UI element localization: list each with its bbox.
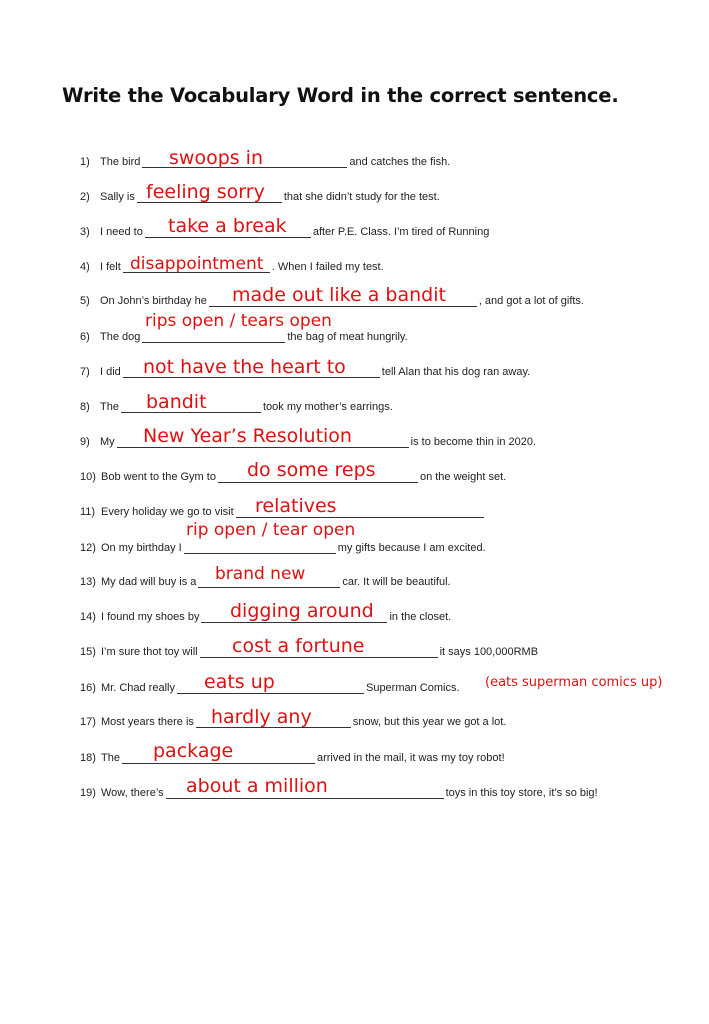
sentence-after: tell Alan that his dog ran away. [381, 366, 531, 378]
sentence-after: . When I failed my test. [271, 261, 384, 273]
sentence-after: on the weight set. [419, 471, 507, 483]
answer-blank[interactable] [142, 329, 285, 343]
handwritten-answer-11: relatives [255, 495, 337, 517]
sentence-after: the bag of meat hungrily. [287, 331, 408, 343]
handwritten-answer-1: swoops in [169, 147, 264, 169]
sentence-after: Superman Comics. [365, 682, 460, 694]
sentence-after: toys in this toy store, it’s so big! [445, 787, 598, 799]
item-number: 6) [80, 331, 90, 343]
handwritten-answer-14: digging around [230, 600, 374, 622]
handwritten-answer-4: disappointment [130, 254, 264, 274]
sentence-after: car. It will be beautiful. [342, 576, 451, 588]
sentence-after: my gifts because I am excited. [337, 542, 486, 554]
handwritten-answer-18: package [153, 740, 234, 762]
sentence-before: Every holiday we go to visit [101, 506, 234, 518]
handwritten-note-16: (eats superman comics up) [485, 675, 663, 690]
sentence-before: I found my shoes by [101, 611, 200, 623]
worksheet-title: Write the Vocabulary Word in the correct sentence. [62, 84, 619, 107]
item-number: 10) [80, 471, 96, 483]
sentence-before: Sally is [100, 191, 135, 203]
sentence-before: The [101, 752, 120, 764]
item-number: 18) [80, 752, 96, 764]
handwritten-answer-19: about a million [186, 775, 328, 797]
handwritten-answer-2: feeling sorry [146, 181, 265, 203]
sentence-before: Wow, there’s [101, 787, 164, 799]
handwritten-answer-6: rips open / tears open [145, 311, 332, 331]
item-number: 5) [80, 295, 90, 307]
handwritten-answer-17: hardly any [211, 706, 312, 728]
item-number: 9) [80, 436, 90, 448]
item-number: 19) [80, 787, 96, 799]
handwritten-answer-3: take a break [168, 215, 287, 237]
sentence-after: it says 100,000RMB [439, 646, 539, 658]
item-number: 4) [80, 261, 90, 273]
sentence-after: that she didn’t study for the test. [283, 191, 440, 203]
sentence-before: Bob went to the Gym to [101, 471, 216, 483]
sentence-after: in the closet. [389, 611, 452, 623]
handwritten-answer-5: made out like a bandit [232, 284, 446, 306]
item-number: 3) [80, 226, 90, 238]
sentence-after: , and got a lot of gifts. [478, 295, 584, 307]
sentence-before: The bird [100, 156, 141, 168]
sentence-after: after P.E. Class. I’m tired of Running [312, 226, 490, 238]
item-number: 8) [80, 401, 90, 413]
sentence-before: I’m sure thot toy will [101, 646, 198, 658]
sentence-before: On John’s birthday he [100, 295, 207, 307]
sentence-after: is to become thin in 2020. [410, 436, 537, 448]
sentence-before: I felt [100, 261, 121, 273]
sentence-row-19 [80, 775, 598, 799]
handwritten-answer-13: brand new [215, 564, 306, 584]
item-number: 15) [80, 646, 96, 658]
sentence-after: arrived in the mail, it was my toy robot! [316, 752, 505, 764]
item-number: 12) [80, 542, 96, 554]
sentence-before: The [100, 401, 119, 413]
handwritten-answer-12: rip open / tear open [186, 520, 356, 540]
item-number: 11) [80, 506, 96, 518]
handwritten-answer-15: cost a fortune [232, 635, 365, 657]
answer-blank[interactable] [184, 540, 336, 554]
sentence-row-18 [80, 740, 505, 764]
handwritten-answer-16: eats up [204, 671, 275, 693]
handwritten-answer-8: bandit [146, 391, 207, 413]
sentence-after: snow, but this year we got a lot. [352, 716, 507, 728]
item-number: 17) [80, 716, 96, 728]
sentence-before: Mr. Chad really [101, 682, 175, 694]
handwritten-answer-7: not have the heart to [143, 356, 346, 378]
item-number: 1) [80, 156, 90, 168]
handwritten-answer-10: do some reps [247, 459, 376, 481]
handwritten-answer-9: New Year’s Resolution [143, 425, 352, 447]
sentence-after: took my mother’s earrings. [262, 401, 393, 413]
item-number: 7) [80, 366, 90, 378]
item-number: 2) [80, 191, 90, 203]
sentence-before: The dog [100, 331, 141, 343]
sentence-before: I need to [100, 226, 143, 238]
sentence-before: On my birthday I [101, 542, 182, 554]
sentence-row-8 [80, 393, 393, 413]
sentence-before: Most years there is [101, 716, 194, 728]
item-number: 14) [80, 611, 96, 623]
sentence-row-1 [80, 148, 450, 168]
item-number: 16) [80, 682, 96, 694]
sentence-after: and catches the fish. [349, 156, 451, 168]
item-number: 13) [80, 576, 96, 588]
sentence-before: My dad will buy is a [101, 576, 197, 588]
sentence-before: My [100, 436, 115, 448]
sentence-before: I did [100, 366, 121, 378]
